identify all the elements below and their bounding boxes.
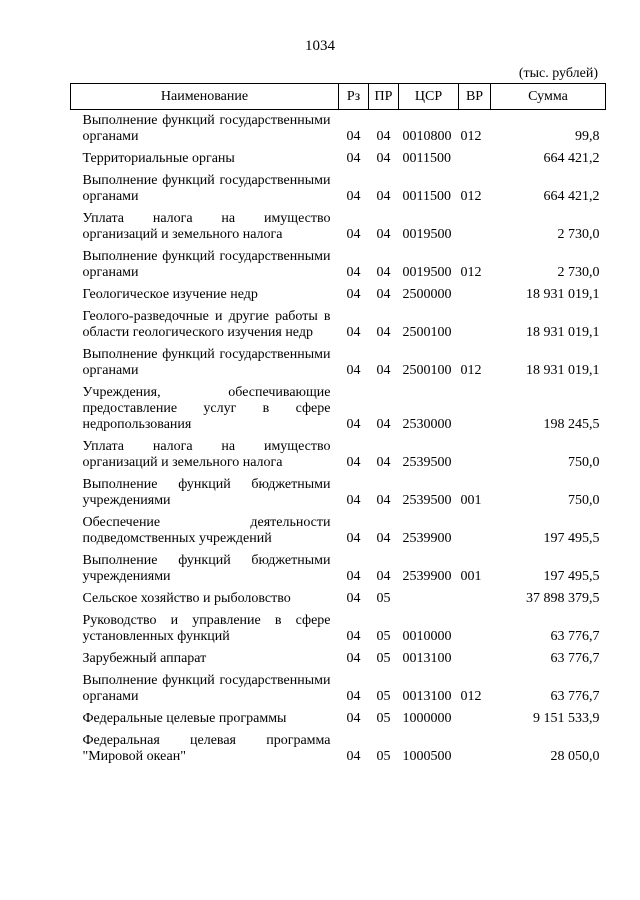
row-pr: 05 [376,591,391,606]
row-vr [459,306,491,344]
row-pr: 04 [376,455,391,470]
row-csr: 2539500 [402,493,452,508]
table-header-row [71,84,606,110]
row-csr: 0019500 [402,227,452,242]
row-rz: 04 [346,265,361,280]
row-name: Выполнение функций бюджетными учреждениями [82,477,331,508]
row-sum: 9 151 533,9 [533,711,600,726]
row-rz: 04 [346,689,361,704]
table-body [71,110,606,769]
row-sum: 197 495,5 [543,569,600,584]
row-rz: 04 [346,629,361,644]
row-sum: 37 898 379,5 [526,591,600,606]
row-rz: 04 [346,749,361,764]
row-name: Руководство и управление в сфере установленных функций [82,613,331,644]
table-row [71,436,606,474]
row-pr: 04 [376,569,391,584]
row-vr [459,512,491,550]
row-sum: 63 776,7 [550,689,600,704]
row-name: Геолого-разведочные и другие работы в области геологического изучения недр [82,309,331,340]
table-row [71,110,606,149]
row-csr: 0011500 [402,189,451,204]
table-row [71,246,606,284]
row-rz: 04 [346,591,361,606]
row-sum: 750,0 [568,455,600,470]
row-sum: 2 730,0 [557,265,600,280]
row-rz: 04 [346,455,361,470]
row-pr: 04 [376,417,391,432]
row-name: Выполнение функций государственными органами [82,173,331,204]
header-name: Наименование [71,84,339,110]
row-csr: 0013100 [402,689,452,704]
table-row [71,344,606,382]
row-rz: 04 [346,189,361,204]
table-row [71,284,606,306]
row-pr: 04 [376,363,391,378]
row-pr: 04 [376,531,391,546]
row-sum: 198 245,5 [543,417,600,432]
row-vr [459,284,491,306]
row-pr: 04 [376,151,391,166]
page-number: 1034 [305,38,335,54]
table-row [71,648,606,670]
row-sum: 750,0 [568,493,600,508]
row-pr: 05 [376,629,391,644]
row-pr: 05 [376,651,391,666]
row-csr: 0011500 [402,151,451,166]
header-csr: ЦСР [399,84,459,110]
row-rz: 04 [346,531,361,546]
row-name: Уплата налога на имущество организаций и земельного налога [82,211,331,242]
row-csr: 0010000 [402,629,452,644]
row-name: Геологическое изучение недр [82,287,258,302]
row-rz: 04 [346,129,361,144]
row-vr: 012 [460,689,482,704]
row-rz: 04 [346,363,361,378]
row-name: Выполнение функций государственными органами [82,347,331,378]
row-sum: 99,8 [575,129,600,144]
row-pr: 04 [376,189,391,204]
table-row [71,382,606,436]
table-row [71,170,606,208]
units-label: (тыс. рублей) [518,66,598,81]
row-rz: 04 [346,493,361,508]
row-pr: 04 [376,287,391,302]
row-vr: 012 [460,265,482,280]
row-vr [459,148,491,170]
row-sum: 664 421,2 [543,151,600,166]
row-pr: 05 [376,749,391,764]
row-csr: 2500000 [402,287,452,302]
row-vr [459,436,491,474]
row-name: Уплата налога на имущество организаций и земельного налога [82,439,331,470]
row-csr: 2539500 [402,455,452,470]
row-vr: 012 [460,363,482,378]
row-name: Выполнение функций государственными органами [82,249,331,280]
row-name: Зарубежный аппарат [82,651,207,666]
row-sum: 28 050,0 [550,749,600,764]
row-name: Выполнение функций бюджетными учреждениями [82,553,331,584]
row-rz: 04 [346,417,361,432]
row-sum: 63 776,7 [550,629,600,644]
row-name: Обеспечение деятельности подведомственных учреждений [82,515,331,546]
header-sum: Сумма [491,84,606,110]
row-pr: 04 [376,325,391,340]
row-vr [459,382,491,436]
row-csr: 2500100 [402,325,452,340]
row-rz: 04 [346,569,361,584]
row-pr: 05 [376,689,391,704]
row-rz: 04 [346,227,361,242]
table-row [71,610,606,648]
row-rz: 04 [346,287,361,302]
row-rz: 04 [346,651,361,666]
row-name: Выполнение функций государственными органами [82,113,331,144]
row-pr: 05 [376,711,391,726]
row-sum: 664 421,2 [543,189,600,204]
row-sum: 18 931 019,1 [526,325,600,340]
header-rz: Рз [339,84,369,110]
table-row [71,588,606,610]
row-sum: 18 931 019,1 [526,287,600,302]
row-vr [459,648,491,670]
row-vr: 012 [460,129,482,144]
budget-table [70,83,606,768]
row-sum: 18 931 019,1 [526,363,600,378]
row-rz: 04 [346,151,361,166]
row-csr: 1000000 [402,711,452,726]
row-rz: 04 [346,325,361,340]
row-csr: 0010800 [402,129,452,144]
table-row [71,474,606,512]
row-pr: 04 [376,493,391,508]
header-vr: ВР [459,84,491,110]
row-name: Федеральные целевые программы [82,711,287,726]
table-row [71,708,606,730]
header-pr: ПР [369,84,399,110]
table-row [71,670,606,708]
row-csr: 1000500 [402,749,452,764]
table-row [71,550,606,588]
table-row [71,512,606,550]
row-name: Сельское хозяйство и рыболовство [82,591,291,606]
row-pr: 04 [376,227,391,242]
row-rz: 04 [346,711,361,726]
row-sum: 197 495,5 [543,531,600,546]
row-vr [459,588,491,610]
row-name: Территориальные органы [82,151,235,166]
row-csr: 2530000 [402,417,452,432]
row-vr [459,730,491,768]
row-sum: 63 776,7 [550,651,600,666]
row-vr: 012 [460,189,482,204]
row-pr: 04 [376,129,391,144]
table-row [71,730,606,768]
row-name: Федеральная целевая программа "Мировой океан" [82,733,331,764]
row-csr [399,588,459,610]
row-csr: 0019500 [402,265,452,280]
row-sum: 2 730,0 [557,227,600,242]
row-vr [459,610,491,648]
row-vr: 001 [460,493,482,508]
row-vr [459,208,491,246]
row-name: Учреждения, обеспечивающие предоставление услуг в сфере недропользования [82,385,331,432]
table-row [71,148,606,170]
row-vr [459,708,491,730]
table-row [71,306,606,344]
row-csr: 2500100 [402,363,452,378]
table-row [71,208,606,246]
row-csr: 2539900 [402,569,452,584]
row-csr: 2539900 [402,531,452,546]
row-csr: 0013100 [402,651,452,666]
row-name: Выполнение функций государственными органами [82,673,331,704]
row-pr: 04 [376,265,391,280]
row-vr: 001 [460,569,482,584]
